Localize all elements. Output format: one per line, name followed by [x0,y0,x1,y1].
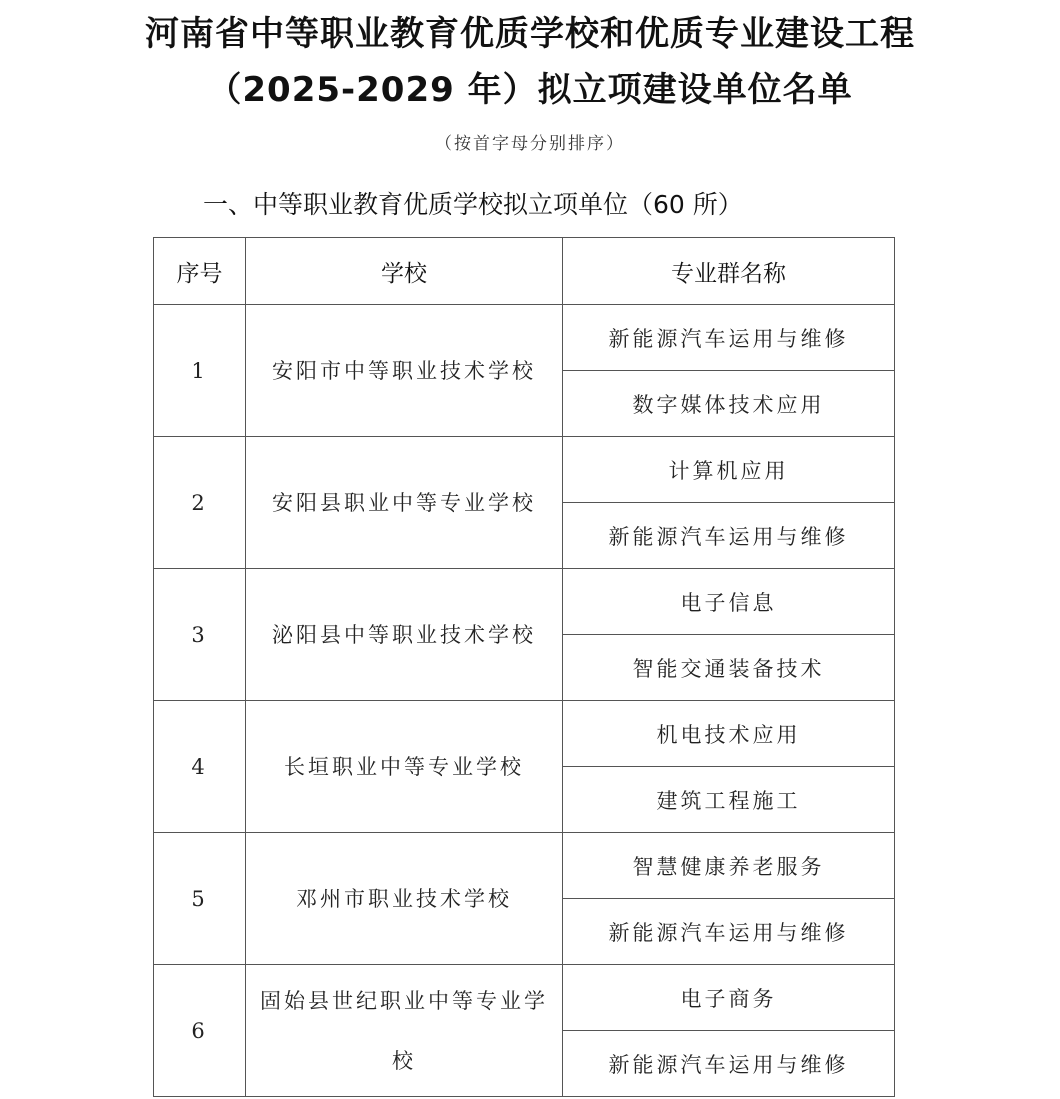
row-index: 1 [154,305,246,437]
table-header-row [154,238,895,305]
row-major: 智慧健康养老服务 [563,833,895,899]
row-major: 建筑工程施工 [563,767,895,833]
row-school: 泌阳县中等职业技术学校 [246,569,563,701]
row-major: 新能源汽车运用与维修 [563,305,895,371]
row-index: 3 [154,569,246,701]
row-major: 新能源汽车运用与维修 [563,899,895,965]
document-subtitle: （按首字母分别排序） [435,134,625,154]
row-major: 智能交通装备技术 [563,635,895,701]
row-major: 电子信息 [563,569,895,635]
document-title-line-1: 河南省中等职业教育优质学校和优质专业建设工程 [145,14,915,54]
row-school: 安阳县职业中等专业学校 [246,437,563,569]
table-row [154,833,895,899]
document-title-line-2: （2025-2029 年）拟立项建设单位名单 [207,70,853,110]
row-major: 电子商务 [563,965,895,1031]
table-row [154,437,895,503]
table-row [154,569,895,635]
row-school: 邓州市职业技术学校 [246,833,563,965]
header-school: 学校 [246,238,563,305]
row-index: 5 [154,833,246,965]
table-row [154,305,895,371]
table-row [154,965,895,1031]
header-index: 序号 [154,238,246,305]
row-major: 数字媒体技术应用 [563,371,895,437]
row-major: 计算机应用 [563,437,895,503]
school-list-table [153,237,895,1097]
row-index: 6 [154,965,246,1097]
row-school: 长垣职业中等专业学校 [246,701,563,833]
row-index: 4 [154,701,246,833]
row-major: 新能源汽车运用与维修 [563,503,895,569]
row-school: 安阳市中等职业技术学校 [246,305,563,437]
row-index: 2 [154,437,246,569]
row-major: 新能源汽车运用与维修 [563,1031,895,1097]
row-major: 机电技术应用 [563,701,895,767]
table-row [154,701,895,767]
section-heading: 一、中等职业教育优质学校拟立项单位（60 所） [203,190,743,219]
header-majors: 专业群名称 [563,238,895,305]
row-school: 固始县世纪职业中等专业学校 [246,965,563,1097]
